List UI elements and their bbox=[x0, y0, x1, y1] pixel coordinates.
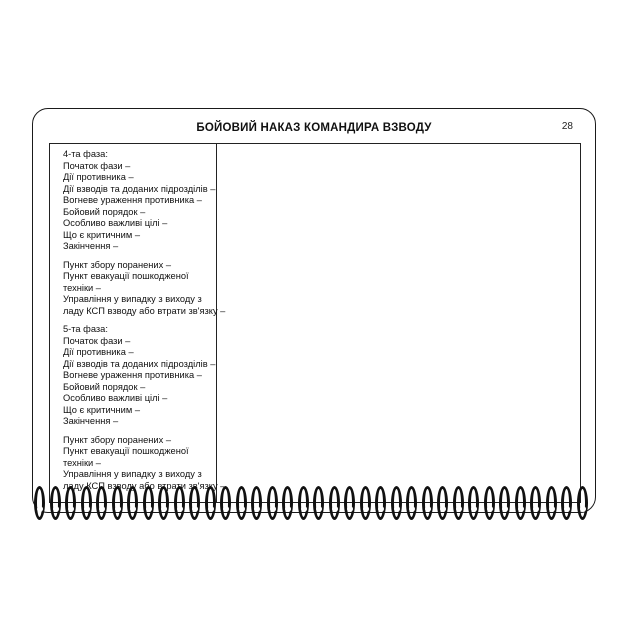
spiral-coil bbox=[127, 484, 140, 524]
spiral-coil bbox=[329, 484, 342, 524]
spiral-coil bbox=[50, 484, 63, 524]
notebook-page bbox=[32, 108, 596, 513]
phase5-start: Початок фази – bbox=[63, 335, 131, 346]
phase4-command-loss: Управління у випадку з виходу з bbox=[63, 294, 202, 304]
phase4-heading: 4-та фаза: bbox=[63, 149, 108, 159]
phase4-key-targets: Особливо важливі цілі – bbox=[63, 218, 168, 228]
phase5-evacuation-point: Пункт евакуації пошкодженої bbox=[63, 446, 189, 456]
phase4-start: Початок фази – bbox=[63, 160, 131, 171]
phase5-evacuation-point-cont: техніки – bbox=[63, 457, 101, 468]
spiral-coil bbox=[375, 484, 388, 524]
phase5-end: Закінчення – bbox=[63, 416, 119, 426]
spiral-coil bbox=[484, 484, 497, 524]
spiral-coil bbox=[112, 484, 125, 524]
phase4-enemy-actions: Дії противника – bbox=[63, 172, 134, 182]
phase4-platoon-actions: Дії взводів та доданих підрозділів – bbox=[63, 183, 216, 194]
phase5-heading: 5-та фаза: bbox=[63, 324, 108, 334]
phase4-evacuation-point: Пункт евакуації пошкодженої bbox=[63, 271, 189, 281]
spiral-coil bbox=[189, 484, 202, 524]
spiral-coil bbox=[65, 484, 78, 524]
spiral-coil bbox=[577, 484, 590, 524]
spiral-coil bbox=[236, 484, 249, 524]
spiral-coil bbox=[499, 484, 512, 524]
phase4-fire-strike: Вогневе ураження противника – bbox=[63, 195, 202, 205]
spiral-coil bbox=[561, 484, 574, 524]
spiral-coil bbox=[174, 484, 187, 524]
spiral-coil bbox=[251, 484, 264, 524]
spiral-coil bbox=[344, 484, 357, 524]
spiral-coil bbox=[96, 484, 109, 524]
spiral-coil bbox=[267, 484, 280, 524]
spiral-coil bbox=[143, 484, 156, 524]
spiral-coil bbox=[298, 484, 311, 524]
spiral-coil bbox=[158, 484, 171, 524]
phase5-platoon-actions: Дії взводів та доданих підрозділів – bbox=[63, 358, 216, 369]
notes-writing-area[interactable] bbox=[217, 144, 580, 502]
spiral-coil bbox=[360, 484, 373, 524]
page-title: БОЙОВИЙ НАКАЗ КОМАНДИРА ВЗВОДУ bbox=[196, 122, 432, 134]
phase4-command-loss-cont: ладу КСП взводу або втрати зв'язку – bbox=[63, 305, 226, 316]
spiral-coil bbox=[546, 484, 559, 524]
spiral-coil bbox=[515, 484, 528, 524]
phase4-battle-order: Бойовий порядок – bbox=[63, 206, 146, 217]
phase5-battle-order: Бойовий порядок – bbox=[63, 381, 146, 392]
phase5-critical: Що є критичним – bbox=[63, 404, 140, 415]
spiral-coil bbox=[468, 484, 481, 524]
phase5-casualty-point: Пункт збору поранених – bbox=[63, 434, 172, 445]
phase4-end: Закінчення – bbox=[63, 241, 119, 251]
spiral-coil bbox=[437, 484, 450, 524]
spiral-coil bbox=[453, 484, 466, 524]
spiral-coil bbox=[406, 484, 419, 524]
phase5-fire-strike: Вогневе ураження противника – bbox=[63, 370, 202, 380]
spiral-coil bbox=[205, 484, 218, 524]
order-table bbox=[49, 143, 581, 503]
phase4-critical: Що є критичним – bbox=[63, 229, 140, 240]
spiral-coil bbox=[220, 484, 233, 524]
spiral-binding bbox=[34, 484, 590, 524]
spiral-coil bbox=[34, 484, 47, 524]
phase4-evacuation-point-cont: техніки – bbox=[63, 282, 101, 293]
page-number: 28 bbox=[561, 121, 573, 132]
spiral-coil bbox=[313, 484, 326, 524]
spiral-coil bbox=[422, 484, 435, 524]
phase5-command-loss: Управління у випадку з виходу з bbox=[63, 469, 202, 479]
spiral-coil bbox=[282, 484, 295, 524]
spiral-coil bbox=[530, 484, 543, 524]
spiral-coil bbox=[391, 484, 404, 524]
phase4-casualty-point: Пункт збору поранених – bbox=[63, 259, 172, 270]
phase5-command-loss-cont: ладу КСП взводу або втрати зв'язку – bbox=[63, 480, 226, 491]
phase5-key-targets: Особливо важливі цілі – bbox=[63, 393, 168, 403]
spiral-coil bbox=[81, 484, 94, 524]
phase5-enemy-actions: Дії противника – bbox=[63, 347, 134, 357]
order-fields-column bbox=[50, 144, 226, 502]
